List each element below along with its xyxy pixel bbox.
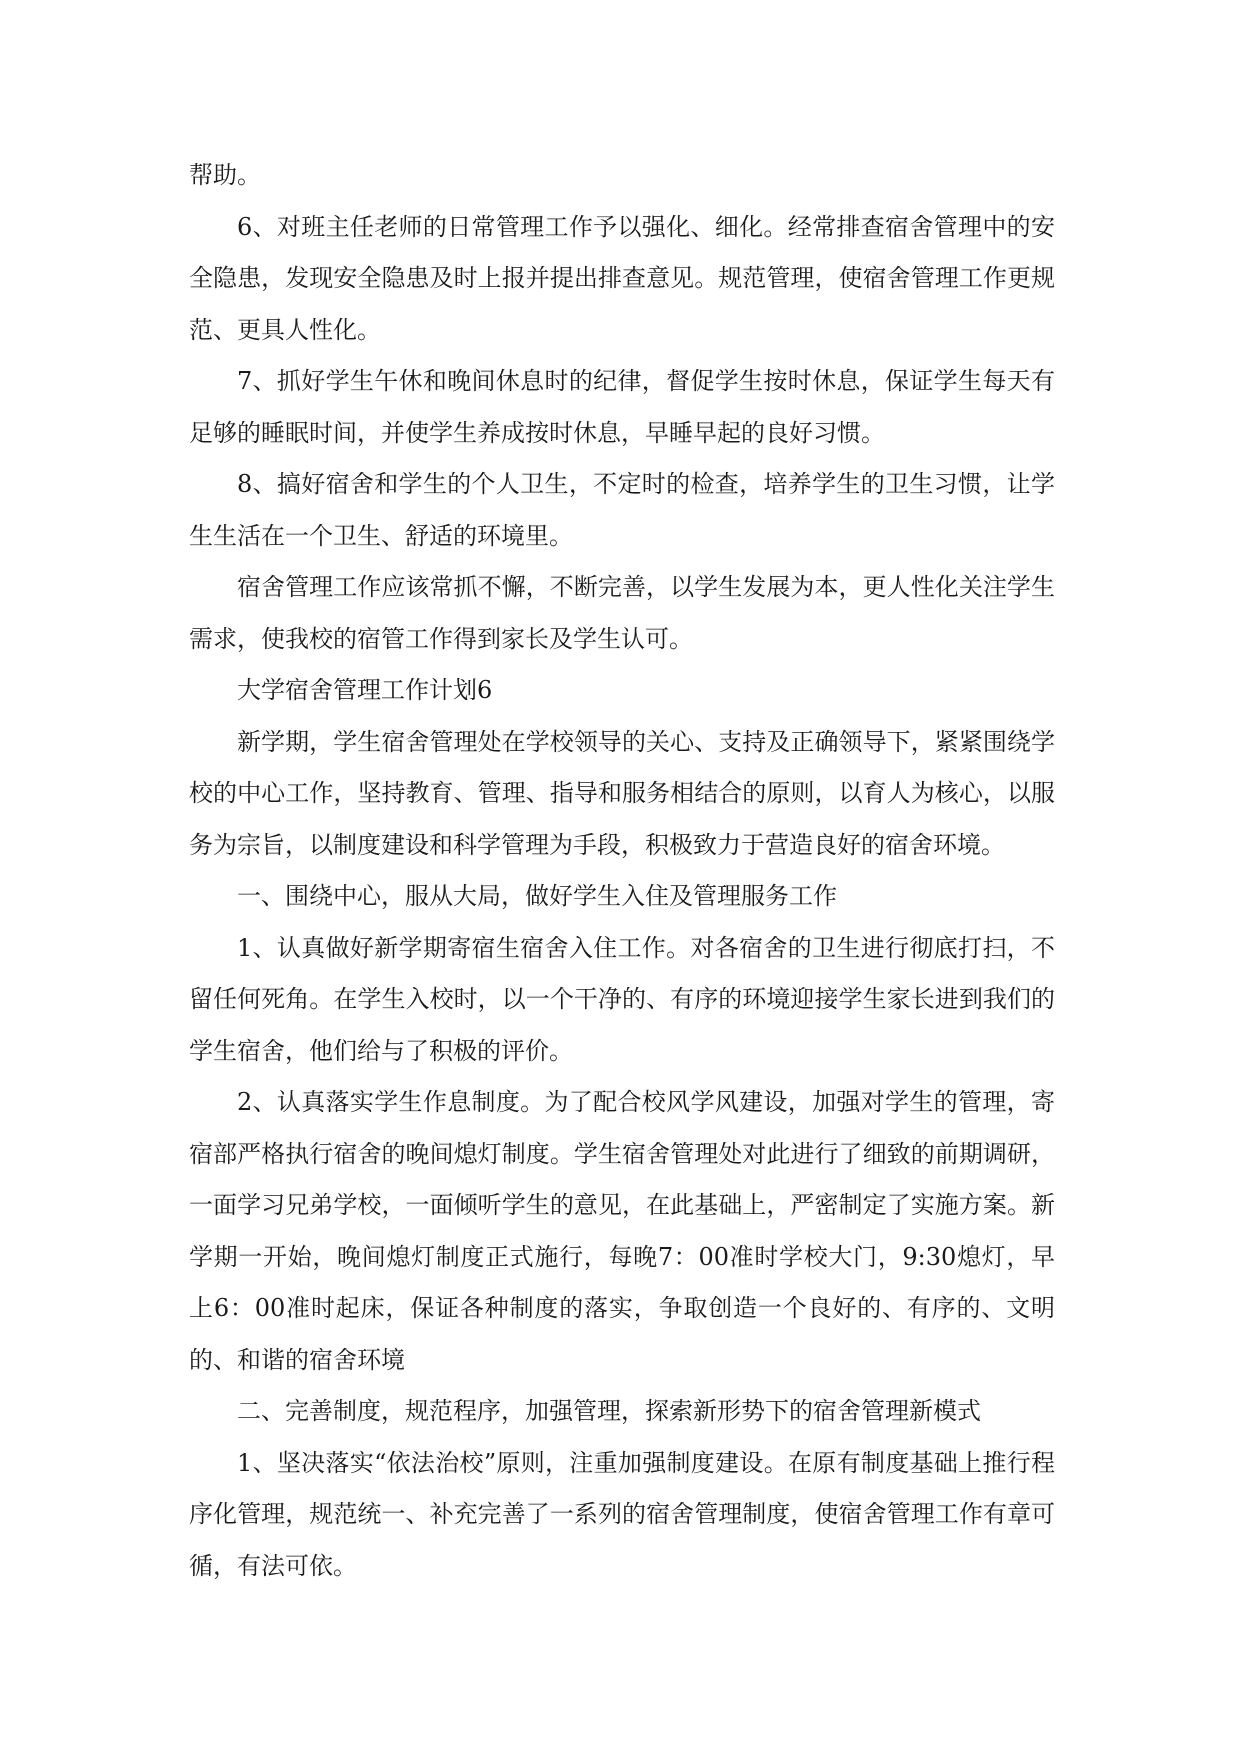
paragraph-1-2: 2、认真落实学生作息制度。为了配合校风学风建设，加强对学生的管理，寄宿部严格执行宿舍的晚间熄灯制度。学生宿舍管理处对此进行了细致的前期调研，一面学习兄弟学校，一面倾听学生的意见，在此基础上，严密制定了实施方案。新学期一开始，晚间熄灯制度正式施行，每晚7：00准时学校大门，9:30熄灯，早上6：00准时起床，保证各种制度的落实，争取创造一个良好的、有序的、文明的、和谐的宿舍环境 [189,1088,1055,1374]
paragraph-item-7: 7、抓好学生午休和晚间休息时的纪律，督促学生按时休息，保证学生每天有足够的睡眠时间，并使学生养成按时休息，早睡早起的良好习惯。 [189,367,1055,447]
paragraph-intro: 新学期，学生宿舍管理处在学校领导的关心、支持及正确领导下，紧紧围绕学校的中心工作，坚持教育、管理、指导和服务相结合的原则，以育人为核心，以服务为宗旨，以制度建设和科学管理为手段，积极致力于营造良好的宿舍环境。 [189,727,1055,859]
document-body [189,150,1055,1592]
section-title: 大学宿舍管理工作计划6 [237,676,493,704]
paragraph-item-6: 6、对班主任老师的日常管理工作予以强化、细化。经常排查宿舍管理中的安全隐患，发现安全隐患及时上报并提出排查意见。规范管理，使宿舍管理工作更规范、更具人性化。 [189,212,1055,344]
paragraph-item-8: 8、搞好宿舍和学生的个人卫生，不定时的检查，培养学生的卫生习惯，让学生生活在一个卫生、舒适的环境里。 [189,470,1055,550]
paragraph-2-1: 1、坚决落实“依法治校”原则，注重加强制度建设。在原有制度基础上推行程序化管理，规范统一、补充完善了一系列的宿舍管理制度，使宿舍管理工作有章可循，有法可依。 [189,1448,1055,1580]
paragraph-1-1: 1、认真做好新学期寄宿生宿舍入住工作。对各宿舍的卫生进行彻底打扫，不留任何死角。在学生入校时，以一个干净的、有序的环境迎接学生家长进到我们的学生宿舍，他们给与了积极的评价。 [189,933,1055,1065]
paragraph-summary: 宿舍管理工作应该常抓不懈，不断完善，以学生发展为本，更人性化关注学生需求，使我校的宿管工作得到家长及学生认可。 [189,573,1055,653]
paragraph-continuation: 帮助。 [189,161,261,189]
section-heading-2: 二、完善制度，规范程序，加强管理，探索新形势下的宿舍管理新模式 [237,1397,981,1425]
section-heading-1: 一、围绕中心，服从大局，做好学生入住及管理服务工作 [237,882,837,910]
